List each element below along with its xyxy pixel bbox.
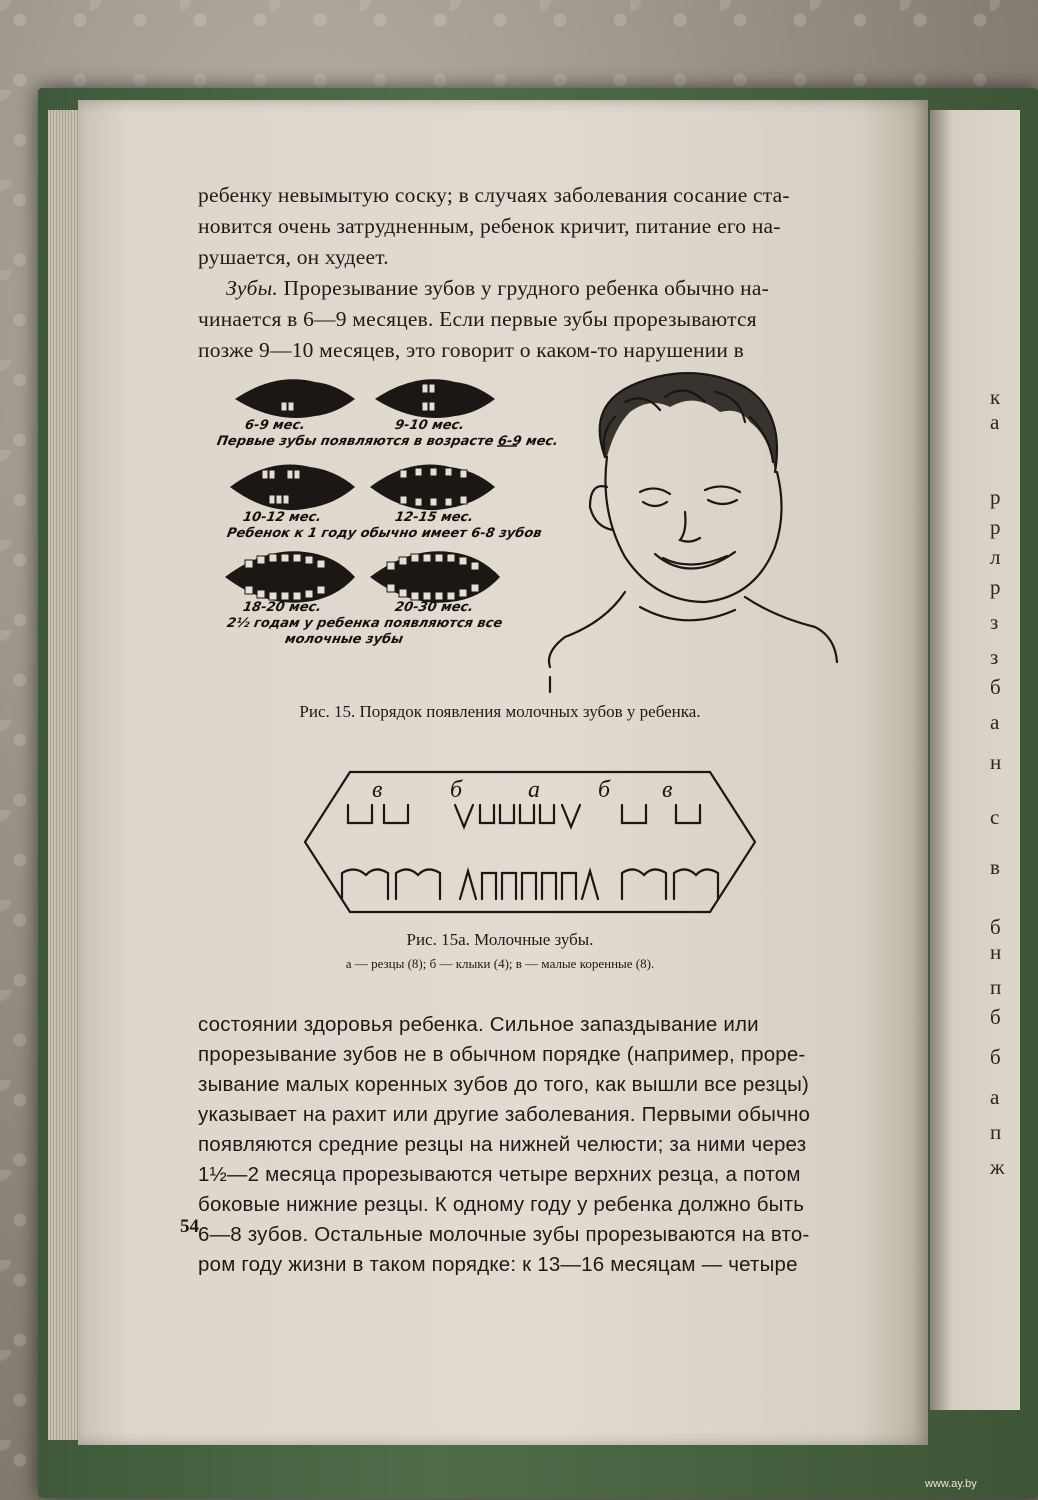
next-page-fragment: к — [990, 385, 1001, 409]
next-page-fragment: н — [990, 750, 1002, 774]
text-line: прорезывание зубов не в обычном порядке (например, проре- — [198, 1043, 806, 1066]
top-paragraph — [198, 180, 863, 366]
next-page-fragment: б — [990, 1005, 1001, 1029]
stage-label: 10-12 мес. — [241, 510, 323, 525]
watermark: www.ay.by — [925, 1478, 977, 1490]
text-line: указывает на рахит или другие заболевания. Первыми обычно — [198, 1103, 811, 1126]
next-page-fragment: н — [990, 940, 1002, 964]
stage-label: 20-30 мес. — [393, 600, 475, 615]
text-line: 6—8 зубов. Остальные молочные зубы прорезываются на вто- — [198, 1223, 810, 1246]
next-page-fragment: а — [990, 710, 1000, 734]
figure-15a-diagram — [300, 767, 760, 917]
next-page-fragment: ж — [990, 1155, 1005, 1179]
next-page-fragment: з — [990, 610, 999, 634]
text-line: чинается в 6—9 месяцев. Если первые зубы прорезываются — [198, 307, 757, 331]
next-page-fragment: п — [990, 1120, 1002, 1144]
next-page-fragment: п — [990, 975, 1002, 999]
next-page-fragment: в — [990, 855, 1000, 879]
text-line: ром году жизни в таком порядке: к 13—16 месяцам — четыре — [198, 1253, 798, 1276]
tooth-letter: б — [598, 777, 611, 803]
next-page-fragment: б — [990, 1045, 1001, 1069]
tooth-letter: б — [450, 777, 463, 803]
text-line: появляются средние резцы на нижней челюсти; за ними через — [198, 1133, 807, 1156]
next-page-fragment: б — [990, 675, 1001, 699]
tooth-letter: а — [528, 777, 540, 803]
figure-15a-caption: Рис. 15а. Молочные зубы. — [406, 930, 594, 949]
teeth-heading: Зубы. — [226, 276, 278, 300]
text-line: рушается, он худеет. — [198, 245, 389, 269]
text-line: Прорезывание зубов у грудного ребенка обычно на- — [283, 276, 769, 300]
next-page-fragment: р — [990, 575, 1001, 599]
stage-note: молочные зубы — [283, 632, 405, 647]
next-page-fragment: з — [990, 645, 999, 669]
figure-15a-legend: а — резцы (8); б — клыки (4); в — малые коренные (8). — [345, 956, 655, 971]
bottom-paragraph — [198, 1010, 863, 1280]
stage-label: 9-10 мес. — [393, 418, 466, 433]
stage-label: 6-9 мес. — [243, 418, 307, 433]
text-line: новится очень затрудненным, ребенок кричит, питание его на- — [198, 214, 781, 238]
next-page-fragment: а — [990, 1085, 1000, 1109]
next-page-fragment: а — [990, 410, 1000, 434]
baby-face-drawing — [545, 362, 845, 692]
stage-label: 18-20 мес. — [241, 600, 323, 615]
tooth-letter: в — [372, 777, 383, 803]
text-line: ребенку невымытую соску; в случаях заболевания сосание ста- — [198, 183, 790, 207]
stage-note: Первые зубы появляются в возрасте 6-9 мес. — [215, 434, 560, 449]
text-line: зывание малых коренных зубов до того, как вышли все резцы) — [198, 1073, 810, 1096]
stage-label: 12-15 мес. — [393, 510, 475, 525]
text-line: 1½—2 месяца прорезываются четыре верхних резца, а потом — [198, 1163, 801, 1186]
next-page-fragment: л — [990, 545, 1001, 569]
stage-note: Ребенок к 1 году обычно имеет 6-8 зубов — [225, 526, 543, 541]
next-page-fragment: с — [990, 805, 1000, 829]
text-line: позже 9—10 месяцев, это говорит о каком-то нарушении в — [198, 338, 745, 362]
next-page-edge — [930, 110, 1020, 1410]
next-page-fragment: р — [990, 485, 1001, 509]
tooth-letter: в — [662, 777, 673, 803]
figure-15 — [205, 362, 845, 702]
teeth-paragraph-first-line — [198, 273, 863, 304]
next-page-fragment: р — [990, 515, 1001, 539]
stage-note: 2½ годам у ребенка появляются все — [225, 616, 504, 631]
text-line: боковые нижние резцы. К одному году у ребенка должно быть — [198, 1193, 805, 1216]
next-page-fragment: б — [990, 915, 1001, 939]
figure-15-caption: Рис. 15. Порядок появления молочных зубов у ребенка. — [299, 702, 701, 721]
page-number: 54 — [180, 1216, 199, 1237]
text-line: состоянии здоровья ребенка. Сильное запаздывание или — [198, 1013, 759, 1036]
